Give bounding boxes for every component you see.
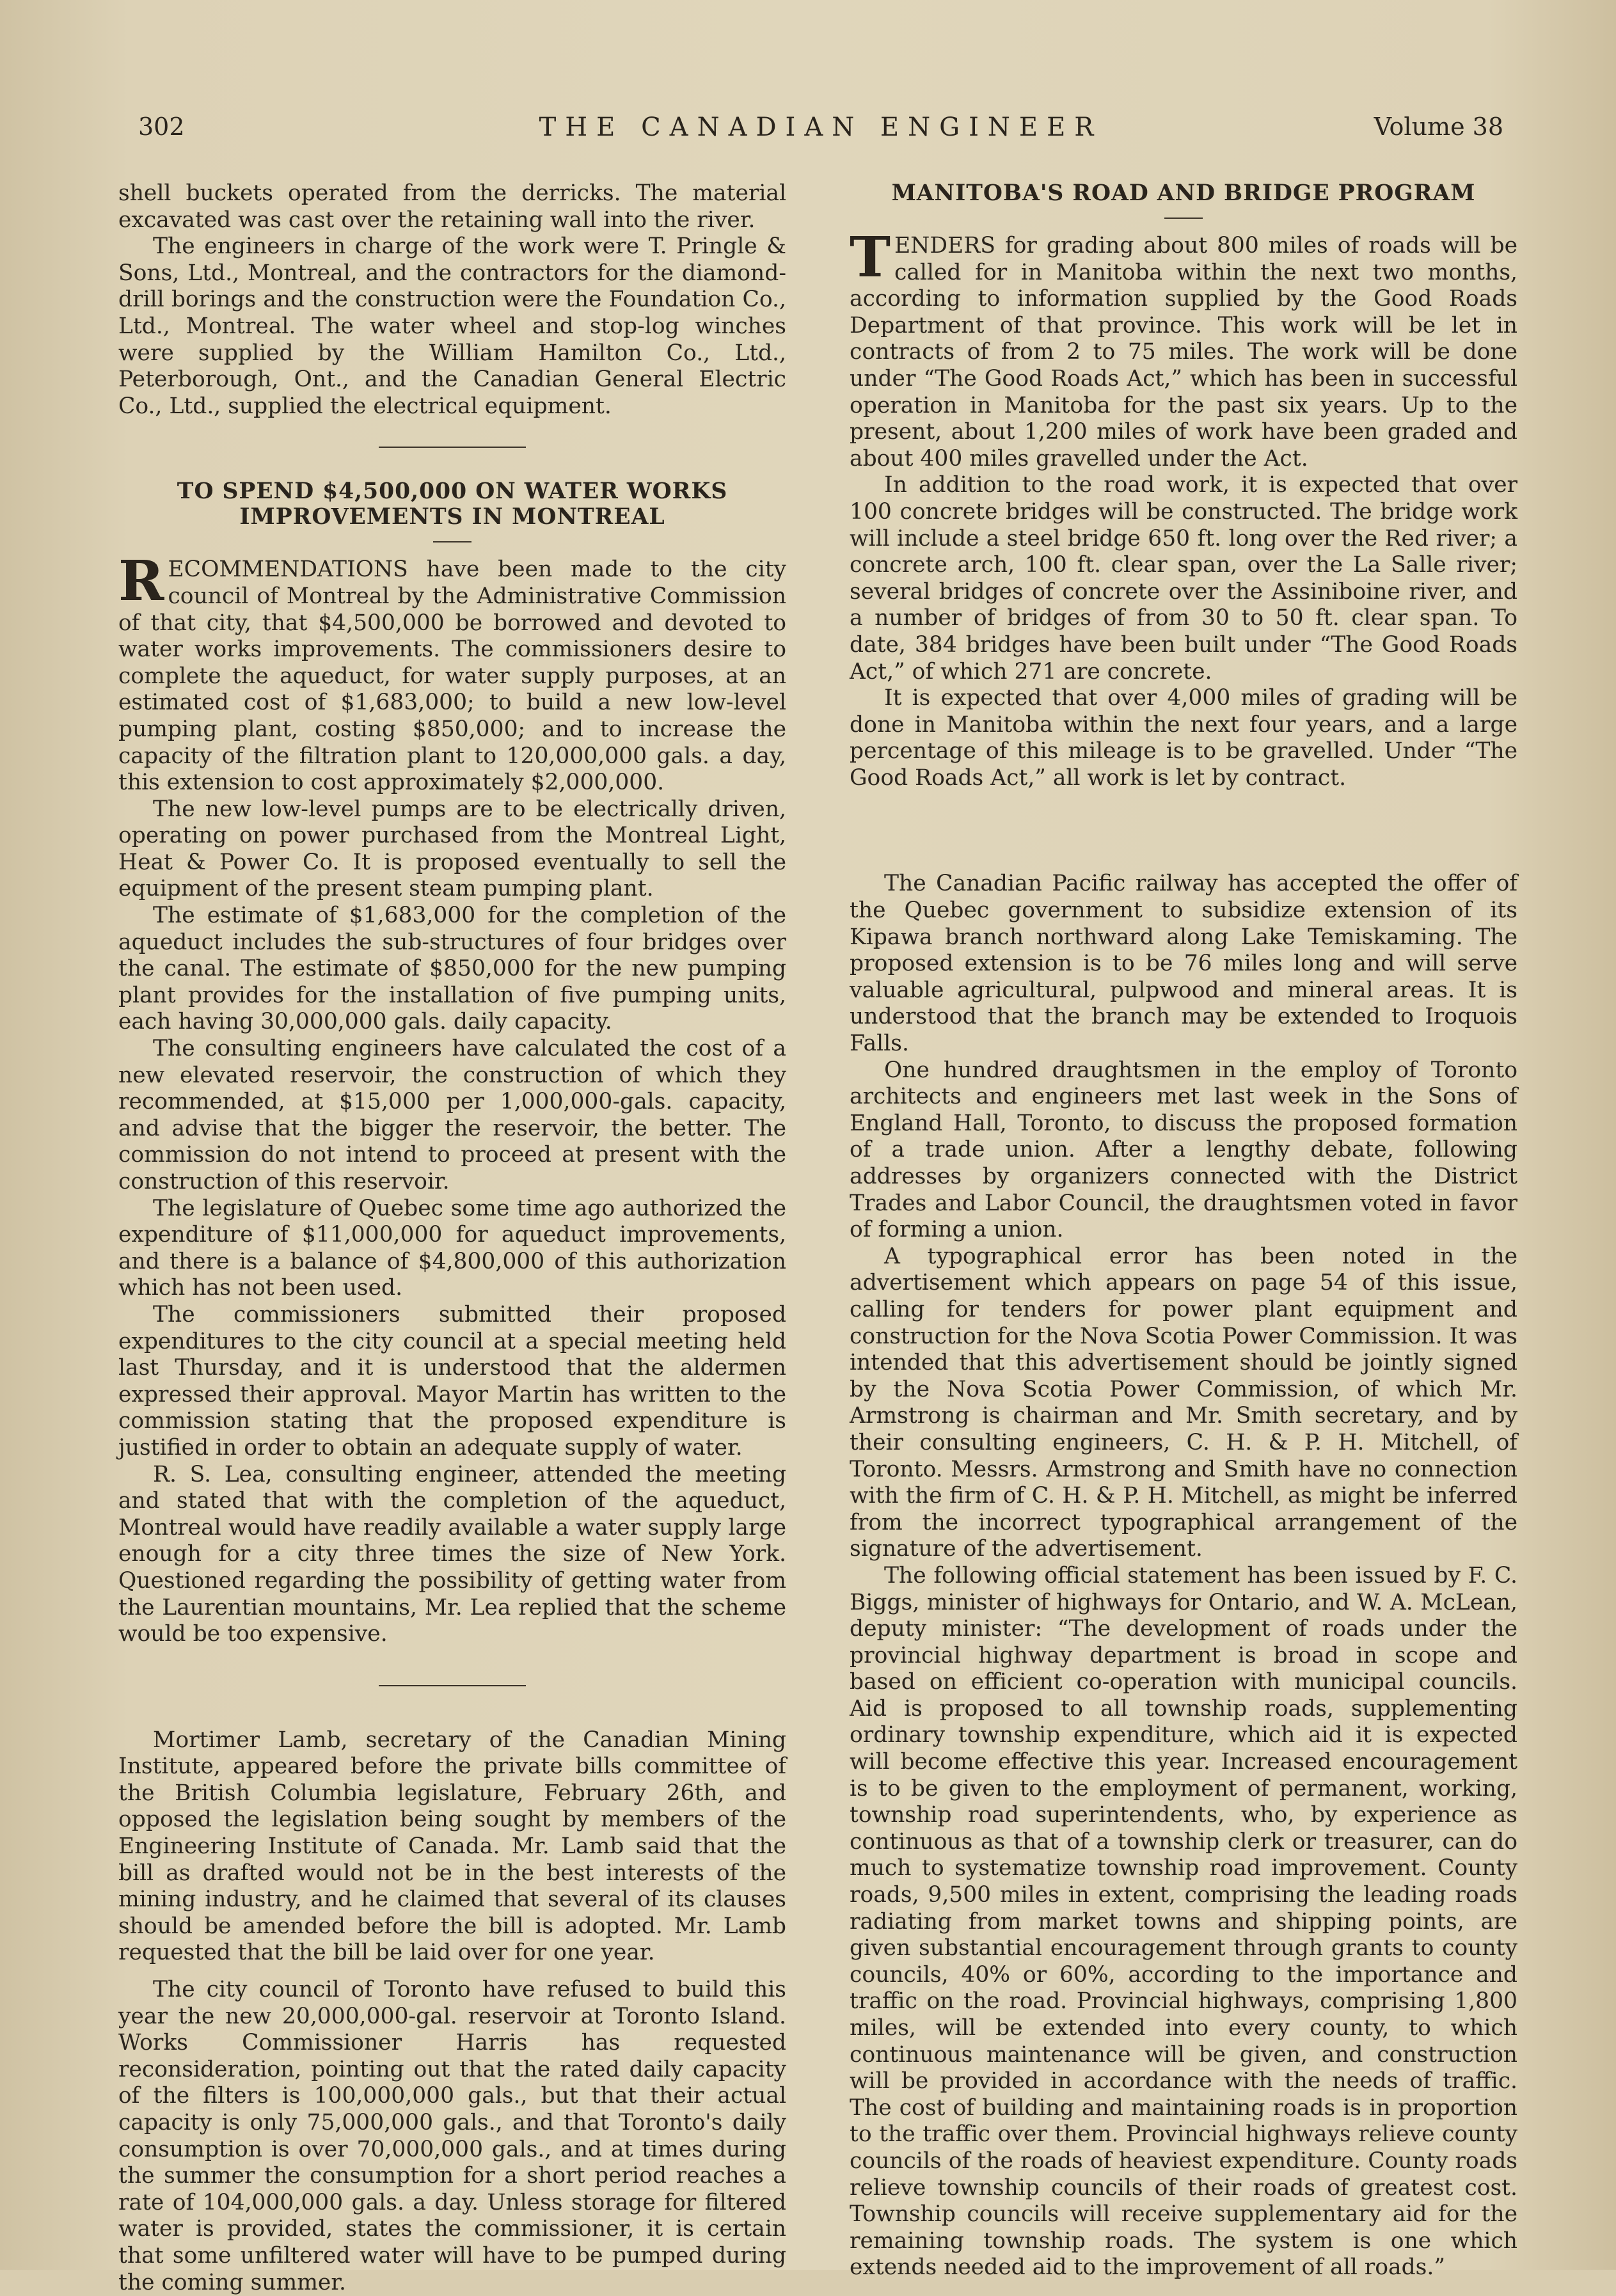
- article-title-montreal: TO SPEND $4,500,000 ON WATER WORKS IMPROVEMENTS IN MONTREAL: [177, 479, 728, 530]
- paragraph: The consulting engineers have calculated the cost of a new elevated reservoir, the construction of which they recommended, at $15,000 per 1,000,000-gals. capacity, and advise that the bigger the reservoir, the better. The commission do not intend to proceed at present with the construction of this reservoir.: [118, 1036, 786, 1194]
- journal-title: THE CANADIAN ENGINEER: [539, 113, 1103, 142]
- paragraph: The Canadian Pacific railway has accepted the offer of the Quebec government to subsidize extension of its Kipawa branch northward along Lake Temiskaming. The proposed extension is to be 76 miles long and will serve valuable agricultural, pulpwood and mineral areas. It is understood that the branch may be extended to Iroquois Falls.: [850, 871, 1517, 1057]
- volume-label: Volume 38: [1374, 113, 1503, 141]
- paragraph: A typographical error has been noted in the advertisement which appears on page 54 of this issue, calling for tenders for power plant equipment and construction for the Nova Scotia Power Commission. It was intended that this advertisement should be jointly signed by the Nova Scotia Power Commission, of which Mr. Armstrong is chairman and Mr. Smith secretary, and by their consulting engineers, C. H. & P. H. Mitchell, of Toronto. Messrs. Armstrong and Smith have no connection with the firm of C. H. & P. H. Mitchell, as might be inferred from the incorrect typographical arrangement of the signature of the advertisement.: [850, 1243, 1517, 1562]
- paragraph: The city council of Toronto have refused to build this year the new 20,000,000-gal. reservoir at Toronto Island. Works Commissioner Harris has requested reconsideration, pointing out that the rated daily capacity of the filters is 100,000,000 gals., but that their actual capacity is only 75,000,000 gals., and that Toronto's daily consumption is over 70,000,000 gals., and at times during the summer the consumption for a short period reaches a rate of 104,000,000 gals. a day. Unless storage for filtered water is provided, states the commissioner, it is certain that some unfiltered water will have to be pumped during the coming summer.: [118, 1977, 786, 2295]
- paragraph: RECOMMENDATIONS have been made to the city council of Montreal by the Administrative Commission of that city, that $4,500,000 be borrowed and devoted to water works improvements. The commissioners desire to complete the aqueduct, for water supply purposes, at an estimated cost of $1,683,000; to build a new low-level pumping plant, costing $850,000; and to increase the capacity of the filtration plant to 120,000,000 gals. a day, this extension to cost approximately $2,000,000.: [118, 549, 786, 796]
- page-header: [138, 113, 1503, 151]
- paragraph: The commissioners submitted their proposed expenditures to the city council at a special meeting held last Thursday, and it is understood that the aldermen expressed their approval. Mayor Martin has written to the commission stating that the proposed expenditure is justified in order to obtain an adequate supply of water.: [118, 1301, 786, 1461]
- paragraph: TENDERS for grading about 800 miles of roads will be called for in Manitoba within the next two months, according to information supplied by the Good Roads Department of that province. This work will be let in contracts of from 2 to 75 miles. The work will be done under “The Good Roads Act,” which has been in successful operation in Manitoba for the past six years. Up to the present, about 1,200 miles of work have been graded and about 400 miles gravelled under the Act.: [850, 225, 1517, 471]
- paragraph: The new low-level pumps are to be electrically driven, operating on power purchased from the Montreal Light, Heat & Power Co. It is proposed eventually to sell the equipment of the present steam pumping plant.: [118, 796, 786, 902]
- paragraph: The estimate of $1,683,000 for the completion of the aqueduct includes the sub-structures of four bridges over the canal. The estimate of $850,000 for the new pumping plant provides for the installation of five pumping units, each having 30,000,000 gals. daily capacity.: [118, 903, 786, 1035]
- paragraph: The following official statement has been issued by F. C. Biggs, minister of highways for Ontario, and W. A. McLean, deputy minister: “The development of roads under the provincial highway department is broad in scope and based on efficient co-operation with municipal councils. Aid is proposed to all township roads, supplementing ordinary township expenditure, which aid it is expected will become effective this year. Increased encouragement is to be given to the employment of permanent, working, township road superintendents, who, by experience as continuous as that of a township clerk or treasurer, can do much to systematize township road improvement. County roads, 9,500 miles in extent, comprising the leading roads radiating from market towns and shipping points, are given substantial encouragement through grants to county councils, 40% or 60%, according to the importance and traffic on the road. Provincial highways, comprising 1,800 miles, will be extended into every county, to which continuous maintenance will be given, and construction will be provided in accordance with the needs of traffic. The cost of building and maintaining roads is in proportion to the traffic over them. Provincial highways relieve county councils of the roads of heaviest expenditure. County roads relieve township councils of their roads of greatest cost. Township councils will receive supplementary aid for the remaining township roads. The system is one which extends needed aid to the improvement of all roads.”: [850, 1562, 1517, 2281]
- drop-cap: T: [850, 225, 891, 290]
- paragraph: The engineers in charge of the work were T. Pringle & Sons, Ltd., Montreal, and the contractors for the diamond-drill borings and the construction were the Foundation Co., Ltd., Montreal. The water wheel and stop-log winches were supplied by the William Hamilton Co., Ltd., Peterborough, Ont., and the Canadian General Electric Co., Ltd., supplied the electrical equipment.: [118, 234, 786, 419]
- right-column: [850, 180, 1517, 2281]
- paragraph: One hundred draughtsmen in the employ of Toronto architects and engineers met last week in the Sons of England Hall, Toronto, to discuss the proposed formation of a trade union. After a lengthy debate, following addresses by organizers connected with the District Trades and Labor Council, the draughtsmen voted in favor of forming a union.: [850, 1057, 1517, 1243]
- paragraph: The legislature of Quebec some time ago authorized the expenditure of $11,000,000 for aqueduct improvements, and there is a balance of $4,800,000 of this authorization which has not been used.: [118, 1195, 786, 1301]
- title-rule: [1164, 218, 1203, 219]
- paragraph: It is expected that over 4,000 miles of grading will be done in Manitoba within the next four years, and a large percentage of this mileage is to be gravelled. Under “The Good Roads Act,” all work is let by contract.: [850, 685, 1517, 791]
- paragraph: Mortimer Lamb, secretary of the Canadian Mining Institute, appeared before the private bills committee of the British Columbia legislature, February 26th, and opposed the legislation being sought by members of the Engineering Institute of Canada. Mr. Lamb said that the bill as drafted would not be in the best interests of the mining industry, and he claimed that several of its clauses should be amended before the bill is adopted. Mr. Lamb requested that the bill be laid over for one year.: [118, 1727, 786, 1966]
- title-rule: [433, 541, 471, 542]
- page-number: 302: [138, 113, 185, 141]
- paragraph: shell buckets operated from the derricks. The material excavated was cast over the retaining wall into the river.: [118, 180, 786, 233]
- section-divider: [1110, 828, 1257, 830]
- section-divider: [379, 1685, 526, 1686]
- paragraph: In addition to the road work, it is expected that over 100 concrete bridges will be constructed. The bridge work will include a steel bridge 650 ft. long over the Red river; a concrete arch, 100 ft. clear span, over the La Salle river; several bridges of concrete over the Assiniboine river, and a number of bridges of from 30 to 50 ft. clear span. To date, 384 bridges have been built under “The Good Roads Act,” of which 271 are concrete.: [850, 472, 1517, 685]
- article-title-manitoba: MANITOBA'S ROAD AND BRIDGE PROGRAM: [891, 180, 1476, 206]
- drop-cap: R: [118, 549, 164, 614]
- section-divider: [379, 447, 526, 448]
- paragraph: R. S. Lea, consulting engineer, attended the meeting and stated that with the completion of the aqueduct, Montreal would have readily available a water supply large enough for a city three times the size of New York. Questioned regarding the possibility of getting water from the Laurentian mountains, Mr. Lea replied that the scheme would be too expensive.: [118, 1461, 786, 1647]
- left-column: [118, 180, 786, 2296]
